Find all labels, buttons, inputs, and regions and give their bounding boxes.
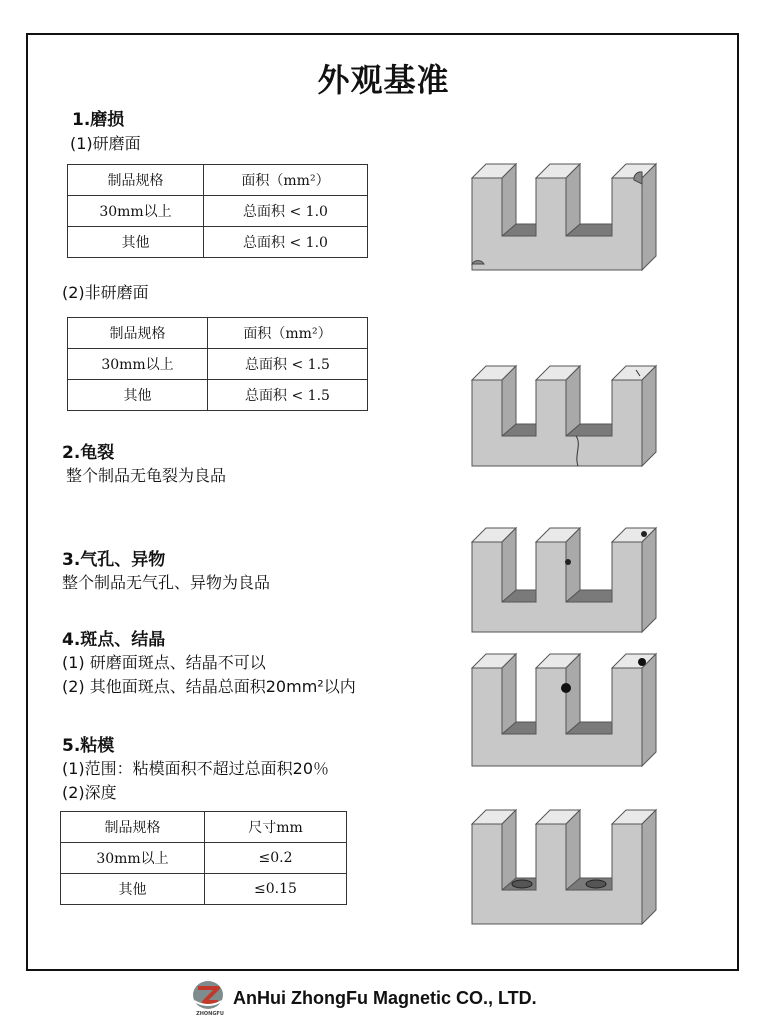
sticking-heading: 5.粘模 (62, 736, 115, 756)
spots-line-2: (2) 其他面斑点、结晶总面积20mm²以内 (62, 677, 356, 696)
e-core-sticking-icon (466, 804, 662, 928)
table-row (68, 227, 368, 258)
nonground-surface-label: (2)非研磨面 (62, 283, 149, 302)
table-cell: 30mm以上 (61, 843, 205, 874)
table-row (68, 349, 368, 380)
table-header-cell: 制品规格 (61, 812, 205, 843)
crack-heading: 2.龟裂 (62, 443, 115, 463)
table-header-row (68, 318, 368, 349)
table-header-cell: 尺寸mm (205, 812, 347, 843)
ground-surface-table (67, 164, 368, 258)
table-row (61, 874, 347, 905)
table-cell: ≤0.15 (205, 874, 347, 905)
sticking-line-1: (1)范围：粘模面积不超过总面积20％ (62, 759, 330, 778)
table-row (68, 380, 368, 411)
table-header-row (61, 812, 347, 843)
ground-surface-label: (1)研磨面 (70, 134, 141, 153)
table-row (61, 843, 347, 874)
table-cell: 总面积 < 1.0 (204, 227, 368, 258)
footer (0, 975, 767, 1024)
pores-heading: 3.气孔、异物 (62, 550, 166, 570)
e-core-crack-icon (466, 360, 662, 470)
table-header-row (68, 165, 368, 196)
crack-text: 整个制品无龟裂为良品 (66, 466, 227, 485)
sticking-depth-table (60, 811, 347, 905)
table-cell: 总面积 < 1.5 (208, 380, 368, 411)
e-core-pore-icon (466, 522, 662, 638)
table-row (68, 196, 368, 227)
sticking-line-2: (2)深度 (62, 783, 117, 802)
e-core-spot-icon (466, 648, 662, 772)
page-title: 外观基准 (317, 61, 450, 99)
table-cell: 30mm以上 (68, 196, 204, 227)
table-header-cell: 面积（mm²） (208, 318, 368, 349)
table-cell: ≤0.2 (205, 843, 347, 874)
spots-line-1: (1) 研磨面斑点、结晶不可以 (62, 653, 266, 672)
e-core-wear-icon (466, 158, 662, 276)
pores-text: 整个制品无气孔、异物为良品 (62, 573, 271, 592)
table-cell: 30mm以上 (68, 349, 208, 380)
nonground-surface-table (67, 317, 368, 411)
wear-heading: 1.磨损 (72, 110, 125, 130)
company-name: AnHui ZhongFu Magnetic CO., LTD. (233, 988, 537, 1008)
table-cell: 其他 (68, 227, 204, 258)
table-cell: 总面积 < 1.0 (204, 196, 368, 227)
table-cell: 其他 (68, 380, 208, 411)
table-header-cell: 面积（mm²） (204, 165, 368, 196)
table-cell: 其他 (61, 874, 205, 905)
table-header-cell: 制品规格 (68, 318, 208, 349)
logo-subtitle: ZHONGFU (196, 1011, 224, 1017)
table-header-cell: 制品规格 (68, 165, 204, 196)
spots-heading: 4.斑点、结晶 (62, 630, 166, 650)
table-cell: 总面积 < 1.5 (208, 349, 368, 380)
